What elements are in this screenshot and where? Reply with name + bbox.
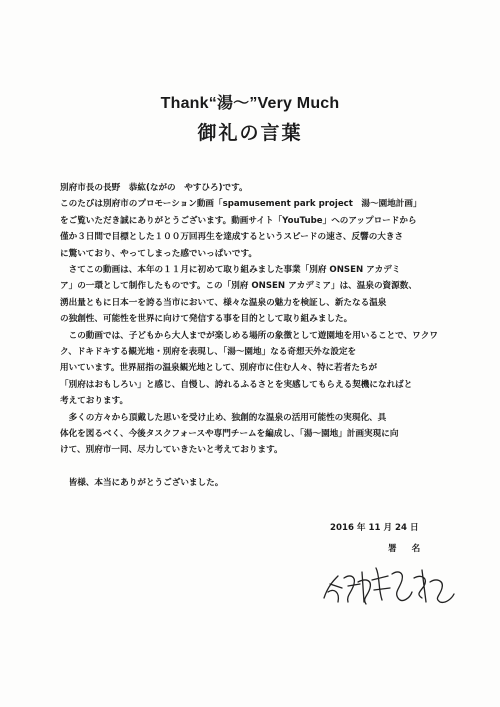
letter-body <box>60 180 450 491</box>
handwritten-signature <box>318 558 458 608</box>
body-line: けて、別府市一同、尽力していきたいと考えております。 <box>60 445 283 456</box>
body-line: をご覧いただき誠にありがとうございます。動画サイト「YouTube」へのアップロードから <box>60 215 417 226</box>
body-line: 「別府はおもしろい」と感じ、自慢し、誇れるふるさとを実感してもらえる契機になればと <box>60 379 413 390</box>
body-line: 多くの方々から頂戴した思いを受け止め、独創的な温泉の活用可能性の実現化、具 <box>60 412 387 423</box>
letter-date: 2016 年 11 月 24 日 <box>330 523 419 533</box>
body-line: ア」の一環として制作したものです。この「別府 ONSEN アカデミア」は、温泉の資源数、 <box>60 281 417 292</box>
body-line: 僅か３日間で目標とした１００万回再生を達成するというスピードの速さ、反響の大きさ <box>60 232 404 243</box>
closing-line: 皆様、本当にありがとうございました。 <box>60 478 224 489</box>
body-line: 考えております。 <box>60 396 129 407</box>
body-line: この動画では、子どもから大人までが楽しめる場所の象徴として遊園地を用いることで、ワクワク、ドキドキする観光地・別府を表現し、「湯～園地」なる奇想天外な設定を <box>60 330 438 357</box>
body-spacer <box>60 459 450 475</box>
body-line: 用いています。世界屈指の温泉観光地として、別府市に住む人々、特に若者たちが <box>60 363 378 374</box>
body-line: 湧出量ともに日本一を誇る当市において、様々な温泉の魅力を検証し、新たなる温泉 <box>60 297 387 308</box>
body-line: さてこの動画は、本年の１１月に初めて取り組みました事業「別府 ONSEN アカデミ <box>60 264 401 275</box>
title-japanese: 御礼の言葉 <box>197 122 303 144</box>
body-line: 体化を図るべく、今後タスクフォースや専門チームを編成し、「湯～園地」計画実現に向 <box>60 428 399 439</box>
body-line: に驚いており、やってしまった感でいっぱいです。 <box>60 248 257 259</box>
title-english: Thank“湯～”Very Much <box>160 95 340 112</box>
signature-label: 署 名 <box>388 544 427 554</box>
body-line: このたびは別府市のプロモーション動画「spamusement park project 湯～園地計画」 <box>60 199 422 210</box>
body-line: の独創性、可能性を世界に向けて発信する事を目的として取り組みました。 <box>60 314 353 325</box>
body-line: 別府市長の長野 恭紘(ながの やすひろ)です。 <box>60 183 248 193</box>
